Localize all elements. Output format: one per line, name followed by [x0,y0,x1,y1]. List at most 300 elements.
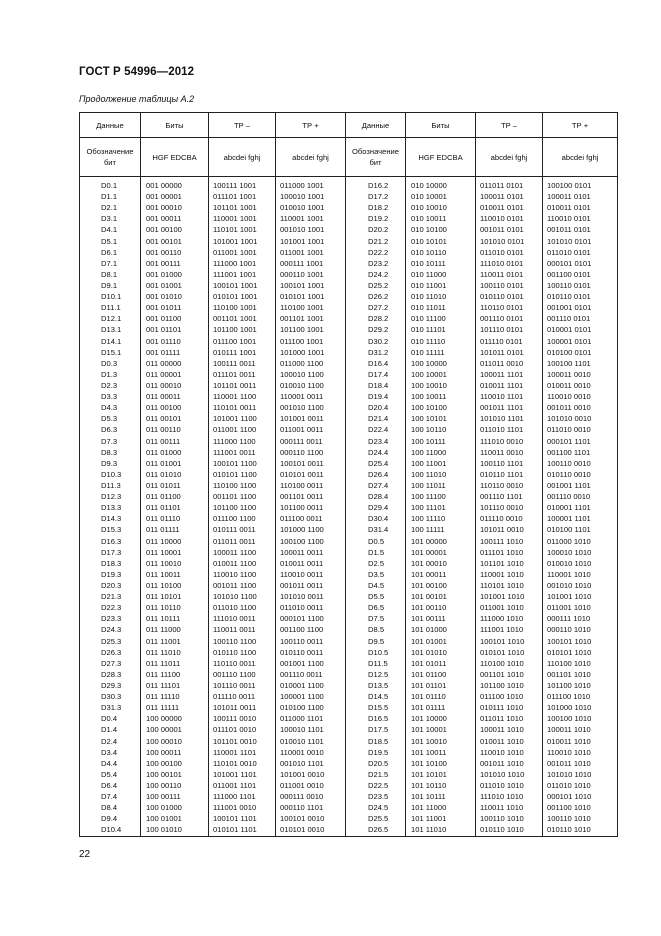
table-cell: 100101 1010 [543,635,618,646]
table-cell: 011110 0101 [476,336,543,347]
table-cell: 001011 1010 [476,758,543,769]
table-cell: 011 01110 [141,513,209,524]
table-cell: 100 11111 [406,524,476,535]
table-cell: 001110 0101 [476,313,543,324]
table-row [80,680,618,691]
table-cell: D9.1 [80,280,141,291]
table-cell: 100100 1101 [543,358,618,369]
table-row [80,613,618,624]
table-cell: 011 00101 [141,413,209,424]
table-cell: 000110 1001 [276,269,346,280]
table-cell: 011 10110 [141,602,209,613]
table-cell: 101 11001 [406,813,476,824]
table-cell: D12.5 [346,669,406,680]
table-cell: 101001 1001 [209,236,276,247]
table-cell: 101 10101 [406,769,476,780]
table-cell: D26.3 [80,647,141,658]
table-cell: 100 00101 [141,769,209,780]
table-cell: 011 01001 [141,458,209,469]
table-cell: 011 00111 [141,436,209,447]
table-cell: 001101 1100 [209,491,276,502]
table-row [80,313,618,324]
table-cell: 011011 1010 [476,713,543,724]
table-cell: 100111 1001 [209,177,276,192]
table-cell: 100 00100 [141,758,209,769]
table-cell: 110001 0011 [276,391,346,402]
table-cell: 101001 1100 [209,413,276,424]
table-cell: 011001 1001 [276,247,346,258]
table-cell: 110100 1001 [209,302,276,313]
table-cell: 001010 1101 [276,758,346,769]
table-cell: 011100 1010 [476,691,543,702]
col-subheader: abcdei fghj [476,138,543,177]
table-cell: 101101 0011 [209,380,276,391]
table-cell: 101 01001 [406,635,476,646]
table-cell: 011 11110 [141,691,209,702]
table-cell: 011100 1001 [209,336,276,347]
table-cell: D1.4 [80,724,141,735]
table-cell: 010011 0011 [276,558,346,569]
table-cell: D18.3 [80,558,141,569]
table-cell: 100110 0101 [476,280,543,291]
table-cell: 011000 1101 [276,713,346,724]
table-cell: 010100 1100 [276,702,346,713]
table-cell: 100 00011 [141,747,209,758]
table-cell: 000111 1001 [276,258,346,269]
table-cell: 010100 1101 [543,524,618,535]
table-row [80,247,618,258]
table-cell: 100 00000 [141,713,209,724]
table-cell: D31.3 [80,702,141,713]
table-cell: D15.1 [80,347,141,358]
table-row [80,691,618,702]
table-cell: 001010 1001 [276,224,346,235]
table-cell: 100101 1010 [476,635,543,646]
table-row [80,447,618,458]
table-cell: 100010 1001 [276,191,346,202]
table-cell: 110001 1010 [543,569,618,580]
table-cell: 010001 1100 [276,680,346,691]
table-cell: 001001 0101 [543,302,618,313]
table-cell: 001101 0011 [276,491,346,502]
table-cell: 101 01000 [406,624,476,635]
col-header: Биты [141,113,209,138]
table-cell: 101010 1010 [543,769,618,780]
table-cell: 000110 1101 [276,802,346,813]
table-cell: D8.4 [80,802,141,813]
table-cell: 011 11101 [141,680,209,691]
table-cell: 101001 1010 [543,591,618,602]
table-cell: 110110 0101 [476,302,543,313]
table-cell: D8.3 [80,447,141,458]
table-cell: 001010 1100 [276,402,346,413]
table-cell: 110001 0010 [276,747,346,758]
table-cell: 100 00110 [141,780,209,791]
table-cell: D10.5 [346,647,406,658]
table-cell: 101010 0011 [276,591,346,602]
table-cell: D14.5 [346,691,406,702]
table-cell: 101 00111 [406,613,476,624]
table-cell: 011001 1101 [209,780,276,791]
table-cell: 100011 1101 [476,369,543,380]
table-cell: 011001 1100 [209,424,276,435]
table-row [80,391,618,402]
table-cell: 001011 0011 [276,580,346,591]
table-row [80,658,618,669]
table-row [80,713,618,724]
table-cell: 001001 1101 [543,480,618,491]
table-cell: 001 00100 [141,224,209,235]
col-subheader: abcdei fghj [276,138,346,177]
table-row [80,302,618,313]
table-cell: 101 01011 [406,658,476,669]
table-cell: 100011 1010 [543,724,618,735]
table-cell: 100 00001 [141,724,209,735]
table-row [80,469,618,480]
table-cell: D1.3 [80,369,141,380]
table-cell: D26.5 [346,824,406,837]
table-cell: 001 01010 [141,291,209,302]
table-row [80,191,618,202]
table-cell: 101011 0010 [476,524,543,535]
table-cell: D27.2 [346,302,406,313]
table-cell: D0.4 [80,713,141,724]
table-cell: 110011 1010 [476,802,543,813]
table-row [80,336,618,347]
table-cell: 101 00011 [406,569,476,580]
table-cell: D20.3 [80,580,141,591]
table-cell: D28.2 [346,313,406,324]
table-cell: 010 10000 [406,177,476,192]
table-cell: 101110 0011 [209,680,276,691]
table-row [80,480,618,491]
table-cell: D13.3 [80,502,141,513]
table-cell: 001101 1001 [276,313,346,324]
table-cell: 100 10000 [406,358,476,369]
table-row [80,402,618,413]
table-cell: 010101 1010 [543,647,618,658]
table-cell: 010 10101 [406,236,476,247]
table-cell: 011101 0011 [209,369,276,380]
table-cell: D12.3 [80,491,141,502]
table-row [80,558,618,569]
table-cell: D22.3 [80,602,141,613]
table-cell: 001110 0101 [543,313,618,324]
table-row [80,602,618,613]
table-cell: D21.4 [346,413,406,424]
table-cell: 001 01001 [141,280,209,291]
table-cell: 101 01110 [406,691,476,702]
table-cell: D12.1 [80,313,141,324]
table-cell: 111001 0011 [209,447,276,458]
table-cell: D27.4 [346,480,406,491]
table-cell: 100 10010 [406,380,476,391]
table-cell: 011000 1001 [276,177,346,192]
table-cell: 101100 1100 [209,502,276,513]
table-cell: 010 10110 [406,247,476,258]
table-cell: 100001 1101 [543,513,618,524]
table-cell: 011100 1100 [209,513,276,524]
table-cell: 100100 0101 [543,177,618,192]
page-number: 22 [79,849,91,860]
table-cell: D5.4 [80,769,141,780]
table-cell: 101100 1010 [543,680,618,691]
table-cell: 100110 0010 [543,458,618,469]
table-cell: D9.3 [80,458,141,469]
table-cell: 111001 0010 [209,802,276,813]
table-cell: 101 01010 [406,647,476,658]
table-cell: D24.5 [346,802,406,813]
table-cell: 010011 1101 [476,380,543,391]
table-cell: 110010 1101 [476,391,543,402]
table-cell: 100 11001 [406,458,476,469]
table-row [80,735,618,746]
table-cell: 010110 0101 [476,291,543,302]
table-cell: 000111 0011 [276,436,346,447]
table-cell: 001100 1010 [543,802,618,813]
table-row [80,424,618,435]
table-cell: 100011 0101 [543,191,618,202]
table-cell: D1.5 [346,547,406,558]
table-cell: D22.5 [346,780,406,791]
table-cell: D3.4 [80,747,141,758]
table-cell: 001011 1101 [476,402,543,413]
table-row [80,780,618,791]
table-row [80,513,618,524]
table-cell: 110100 1010 [476,658,543,669]
table-cell: 100 10101 [406,413,476,424]
table-cell: 110100 1100 [209,480,276,491]
table-cell: 010110 1100 [209,647,276,658]
table-cell: 101101 1001 [209,202,276,213]
table-cell: 010011 0010 [543,380,618,391]
col-subheader: Обозначение бит [346,138,406,177]
table-cell: 100111 1010 [476,536,543,547]
table-cell: D20.4 [346,402,406,413]
table-cell: 101 00001 [406,547,476,558]
col-subheader: HGF EDCBA [141,138,209,177]
table-cell: 110110 0010 [476,480,543,491]
table-cell: 100 01000 [141,802,209,813]
table-cell: D30.4 [346,513,406,524]
table-cell: 010 10111 [406,258,476,269]
table-cell: 100 01001 [141,813,209,824]
table-cell: 110001 1001 [276,213,346,224]
table-cell: 110001 1101 [209,747,276,758]
table-cell: 010110 0010 [543,469,618,480]
table-cell: D3.5 [346,569,406,580]
table-row [80,569,618,580]
table-cell: 010 10001 [406,191,476,202]
table-row [80,324,618,335]
table-cell: 001 00110 [141,247,209,258]
table-cell: 110001 1001 [209,213,276,224]
table-cell: D28.3 [80,669,141,680]
table-cell: 101001 0010 [276,769,346,780]
table-cell: 011 00000 [141,358,209,369]
table-row [80,458,618,469]
table-cell: 010110 1101 [476,469,543,480]
table-cell: 101101 1010 [476,558,543,569]
table-row [80,635,618,646]
table-cell: 110100 1010 [543,658,618,669]
table-cell: D26.2 [346,291,406,302]
table-cell: 100110 1010 [543,813,618,824]
table-cell: 010101 1101 [209,824,276,837]
table-cell: D11.5 [346,658,406,669]
table-cell: D6.4 [80,780,141,791]
table-cell: 011010 1101 [476,424,543,435]
table-cell: 011011 0010 [476,358,543,369]
table-body [80,177,618,837]
table-cell: 011 11111 [141,702,209,713]
table-cell: 010110 0011 [276,647,346,658]
table-cell: D23.4 [346,436,406,447]
table-cell: 010 10010 [406,202,476,213]
table-cell: 110100 0011 [276,480,346,491]
table-cell: 101010 0101 [543,236,618,247]
table-cell: 011010 1100 [209,602,276,613]
table-cell: D26.4 [346,469,406,480]
table-cell: D17.5 [346,724,406,735]
table-cell: 100101 0011 [276,458,346,469]
table-cell: 101 10010 [406,735,476,746]
table-cell: D0.3 [80,358,141,369]
table-cell: 101001 1101 [209,769,276,780]
table-cell: 100 11101 [406,502,476,513]
table-cell: 101001 1001 [276,236,346,247]
table-cell: D16.5 [346,713,406,724]
table-cell: 010111 1010 [476,702,543,713]
table-cell: D24.4 [346,447,406,458]
table-row [80,291,618,302]
table-cell: 101100 0011 [276,502,346,513]
table-cell: 001 00111 [141,258,209,269]
table-cell: 001101 1010 [543,669,618,680]
table-cell: 101001 1010 [476,591,543,602]
table-cell: 101 10000 [406,713,476,724]
table-cell: 111000 1001 [209,258,276,269]
table-cell: 001 00011 [141,213,209,224]
table-cell: 101000 1010 [543,702,618,713]
table-cell: 100010 1100 [276,369,346,380]
table-cell: 100101 0010 [276,813,346,824]
table-row [80,536,618,547]
table-row [80,669,618,680]
table-cell: 101 11010 [406,824,476,837]
table-cell: 010 11111 [406,347,476,358]
table-cell: 010 11000 [406,269,476,280]
table-cell: D9.5 [346,635,406,646]
table-cell: 110001 1010 [476,569,543,580]
table-cell: 010011 1010 [476,735,543,746]
table-row [80,358,618,369]
table-cell: 001 01111 [141,347,209,358]
table-cell: 010110 1010 [543,824,618,837]
table-cell: 101010 1101 [476,413,543,424]
col-header: ТР – [209,113,276,138]
table-cell: D19.2 [346,213,406,224]
col-header: Данные [346,113,406,138]
table-cell: D10.1 [80,291,141,302]
table-cell: 101011 0101 [476,347,543,358]
table-cell: 010011 1100 [209,558,276,569]
table-cell: D1.1 [80,191,141,202]
table-cell: 010101 0010 [276,824,346,837]
table-row [80,580,618,591]
table-row [80,747,618,758]
table-row [80,269,618,280]
table-cell: 000101 1010 [543,791,618,802]
table-cell: D17.3 [80,547,141,558]
table-cell: D21.3 [80,591,141,602]
table-cell: 011 01111 [141,524,209,535]
table-row [80,347,618,358]
table-cell: 100 00010 [141,735,209,746]
document-title: ГОСТ Р 54996—2012 [79,66,195,78]
table-cell: 010 11011 [406,302,476,313]
table-cell: 001011 1010 [543,758,618,769]
table-cell: D10.4 [80,824,141,837]
table-cell: 110011 0011 [209,624,276,635]
table-cell: 001011 0101 [543,224,618,235]
table-cell: 011101 1001 [209,191,276,202]
table-cell: 110010 0010 [543,391,618,402]
table-cell: 001100 0101 [543,269,618,280]
table-row [80,524,618,535]
table-cell: 010 11001 [406,280,476,291]
table-cell: 011101 0010 [209,724,276,735]
table-cell: 100 11100 [406,491,476,502]
table-cell: 001100 1101 [543,447,618,458]
table-cell: D8.1 [80,269,141,280]
table-cell: 011 01011 [141,480,209,491]
table-cell: D5.1 [80,236,141,247]
table-row [80,369,618,380]
table-cell: 011 00010 [141,380,209,391]
table-cell: 010 11010 [406,291,476,302]
table-row [80,547,618,558]
table-cell: 000101 0101 [543,258,618,269]
table-cell: 100 10110 [406,424,476,435]
table-cell: 011 01100 [141,491,209,502]
table-cell: 010 11110 [406,336,476,347]
table-cell: 011 01010 [141,469,209,480]
subheader-row [80,138,618,177]
table-cell: D20.5 [346,758,406,769]
table-row [80,702,618,713]
table-row [80,802,618,813]
table-cell: 100101 1101 [209,813,276,824]
table-cell: 101011 0011 [209,702,276,713]
table-cell: D31.4 [346,524,406,535]
table-cell: 101001 0011 [276,413,346,424]
col-subheader: abcdei fghj [209,138,276,177]
table-cell: 011 10010 [141,558,209,569]
table-cell: 100 00111 [141,791,209,802]
col-header: ТР + [276,113,346,138]
table-row [80,502,618,513]
table-cell: 010110 1010 [476,824,543,837]
table-caption: Продолжение таблицы А.2 [79,94,195,104]
table-cell: 011001 0011 [276,424,346,435]
table-cell: 011 10100 [141,580,209,591]
table-cell: D19.4 [346,391,406,402]
table-row [80,213,618,224]
table-cell: 101010 0010 [543,413,618,424]
table-cell: 100010 1010 [543,547,618,558]
table-cell: 100010 1101 [276,724,346,735]
